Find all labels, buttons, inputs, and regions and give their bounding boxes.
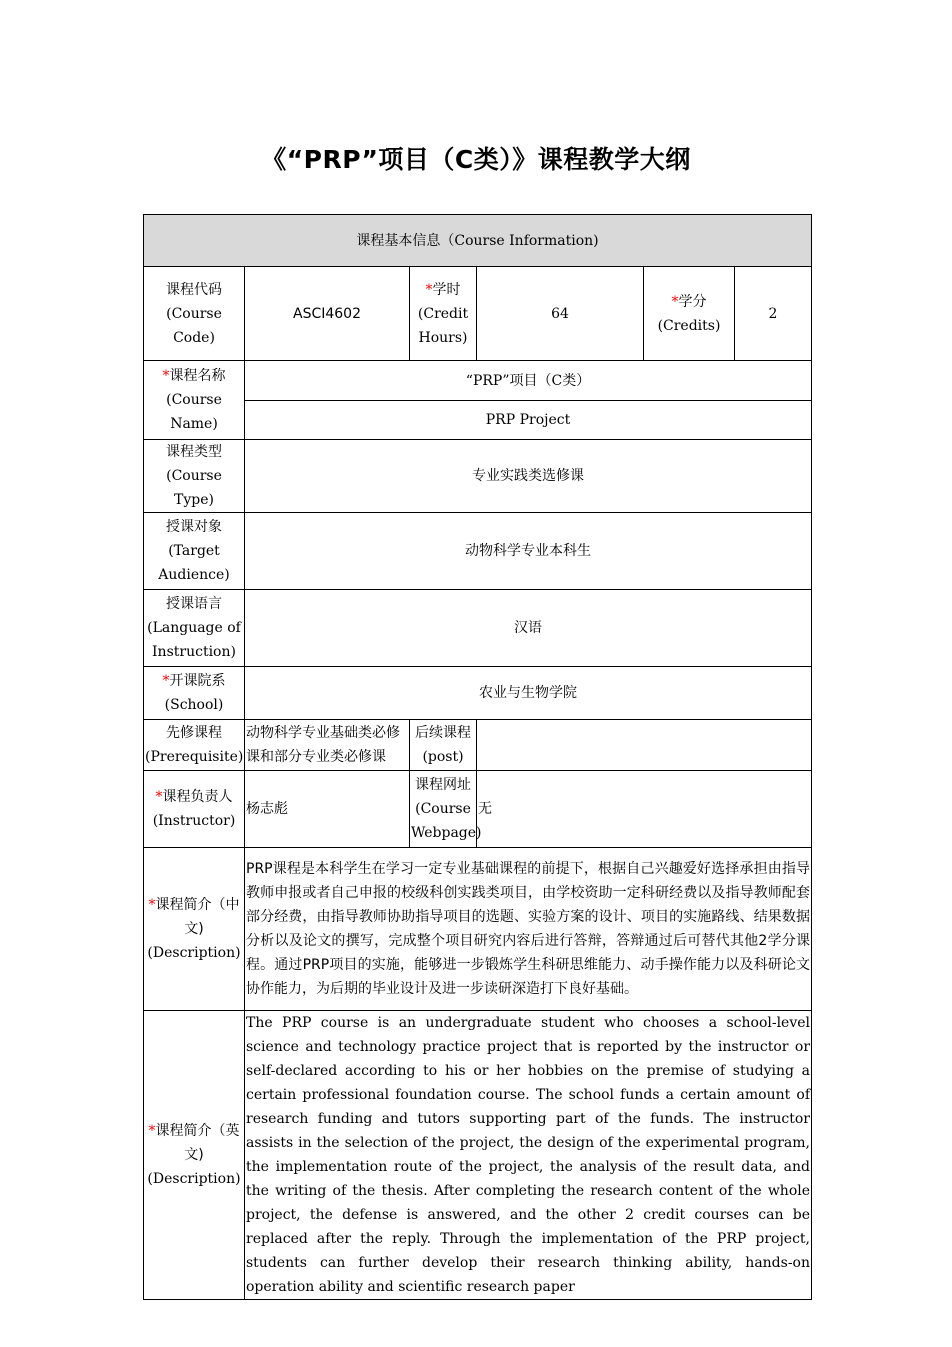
course-type-label-cn: 课程类型: [166, 444, 222, 460]
row-name-en: [144, 401, 812, 440]
language-value: 汉语: [245, 590, 812, 667]
row-language: [144, 590, 812, 667]
school-label-en: (School): [164, 697, 224, 713]
instructor-value: 杨志彪: [245, 771, 410, 848]
post-label-cn: 后续课程: [415, 725, 471, 741]
required-mark: *: [148, 897, 156, 913]
required-mark: *: [148, 1123, 156, 1139]
row-description-cn: [144, 848, 812, 1011]
audience-label-en: (Target Audience): [158, 543, 230, 583]
required-mark: *: [162, 368, 170, 384]
required-mark: *: [425, 281, 433, 298]
prereq-value: 动物科学专业基础类必修课和部分专业类必修课: [245, 720, 410, 771]
table-header-row: [144, 215, 812, 267]
course-code-value: ASCI4602: [245, 267, 410, 361]
required-mark: *: [162, 673, 170, 689]
course-type-label: [144, 440, 245, 513]
language-label: [144, 590, 245, 667]
description-en-label-en: (Description): [147, 1171, 241, 1187]
webpage-label: [410, 771, 482, 848]
language-label-en: (Language of Instruction): [147, 620, 241, 660]
row-course-type: [144, 440, 812, 513]
webpage-label-cn: 课程网址: [415, 777, 471, 793]
row-instructor-webpage: [144, 771, 812, 848]
description-cn-label-en: (Description): [147, 945, 241, 961]
instructor-label: [144, 771, 245, 848]
row-code-hours-credits: [144, 267, 812, 361]
prereq-label-en: (Prerequisite): [145, 749, 244, 765]
course-type-label-en: (Course Type): [166, 468, 222, 508]
course-name-label-cn: 课程名称: [169, 368, 226, 384]
course-name-label: [144, 361, 245, 440]
description-cn-label: [144, 848, 245, 1011]
row-name-cn: [144, 361, 812, 401]
row-school: [144, 667, 812, 720]
webpage-label-en: (Course Webpage): [411, 801, 482, 841]
description-en-label: [144, 1011, 245, 1300]
credits-label: [644, 267, 735, 361]
audience-value: 动物科学专业本科生: [245, 513, 812, 590]
credits-value: 2: [735, 267, 812, 361]
required-mark: *: [671, 293, 679, 310]
prereq-label: [144, 720, 245, 771]
post-label: [410, 720, 477, 771]
course-name-cn: “PRP”项目（C类）: [245, 361, 812, 401]
course-code-label: [144, 267, 245, 361]
instructor-label-en: (Instructor): [152, 813, 236, 829]
credits-label-en: (Credits): [657, 317, 721, 334]
course-type-value: 专业实践类选修课: [245, 440, 812, 513]
course-code-label-en: (Course Code): [166, 305, 222, 346]
post-value: [477, 720, 812, 771]
language-label-cn: 授课语言: [166, 596, 222, 612]
webpage-value: 无: [477, 771, 812, 848]
school-value: 农业与生物学院: [245, 667, 812, 720]
table-header: 课程基本信息（Course Information): [144, 215, 812, 267]
prereq-label-cn: 先修课程: [166, 725, 222, 741]
hours-value: 64: [477, 267, 644, 361]
document-title: 《“PRP”项目（C类）》课程教学大纲: [261, 145, 691, 174]
row-audience: [144, 513, 812, 590]
school-label: [144, 667, 245, 720]
post-label-en: (post): [422, 749, 464, 765]
audience-label: [144, 513, 245, 590]
course-name-label-en: (Course Name): [166, 392, 222, 432]
description-en-text: The PRP course is an undergraduate student who chooses a school-level science and technology practice project that is reported by the instructor or self-declared according to his or her hobbies on the premise of studying a certain professional foundation course. The school funds a certain amount of research funding and tutors supporting part of the funds. The instructor assists in the selection of the project, the design of the experimental program, the implementation route of the project, the analysis of the result data, and the writing of the thesis. After completing the research content of the whole project, the defense is answered, and the other 2 credit courses can be replaced after the reply. Through the implementation of the PRP project, students can further develop their research thinking ability, hands-on operation ability and scientific research paper: [245, 1011, 812, 1300]
course-name-en: PRP Project: [245, 401, 812, 440]
description-cn-label-cn: 课程简介（中文): [155, 897, 240, 937]
hours-label-en: (Credit Hours): [417, 305, 469, 346]
hours-label-cn: 学时: [432, 281, 461, 298]
description-en-label-cn: 课程简介（英文): [155, 1123, 240, 1163]
row-description-en: [144, 1011, 812, 1300]
description-cn-text: PRP课程是本科学生在学习一定专业基础课程的前提下，根据自己兴趣爱好选择承担由指导教师申报或者自己申报的校级科创实践类项目，由学校资助一定科研经费以及指导教师配套部分经费，由指导教师协助指导项目的选题、实验方案的设计、项目的实施路线、结果数据分析以及论文的撰写，完成整个项目研究内容后进行答辩，答辩通过后可替代其他2学分课程。通过PRP项目的实施，能够进一步锻炼学生科研思维能力、动手操作能力以及科研论文协作能力，为后期的毕业设计及进一步读研深造打下良好基础。: [245, 848, 812, 1011]
school-label-cn: 开课院系: [169, 673, 226, 689]
required-mark: *: [155, 789, 163, 805]
audience-label-cn: 授课对象: [166, 519, 222, 535]
course-info-table: [143, 214, 812, 1300]
credits-label-cn: 学分: [678, 293, 707, 310]
hours-label: [410, 267, 477, 361]
instructor-label-cn: 课程负责人: [162, 789, 233, 805]
row-prereq-post: [144, 720, 812, 771]
course-code-label-cn: 课程代码: [166, 281, 222, 298]
